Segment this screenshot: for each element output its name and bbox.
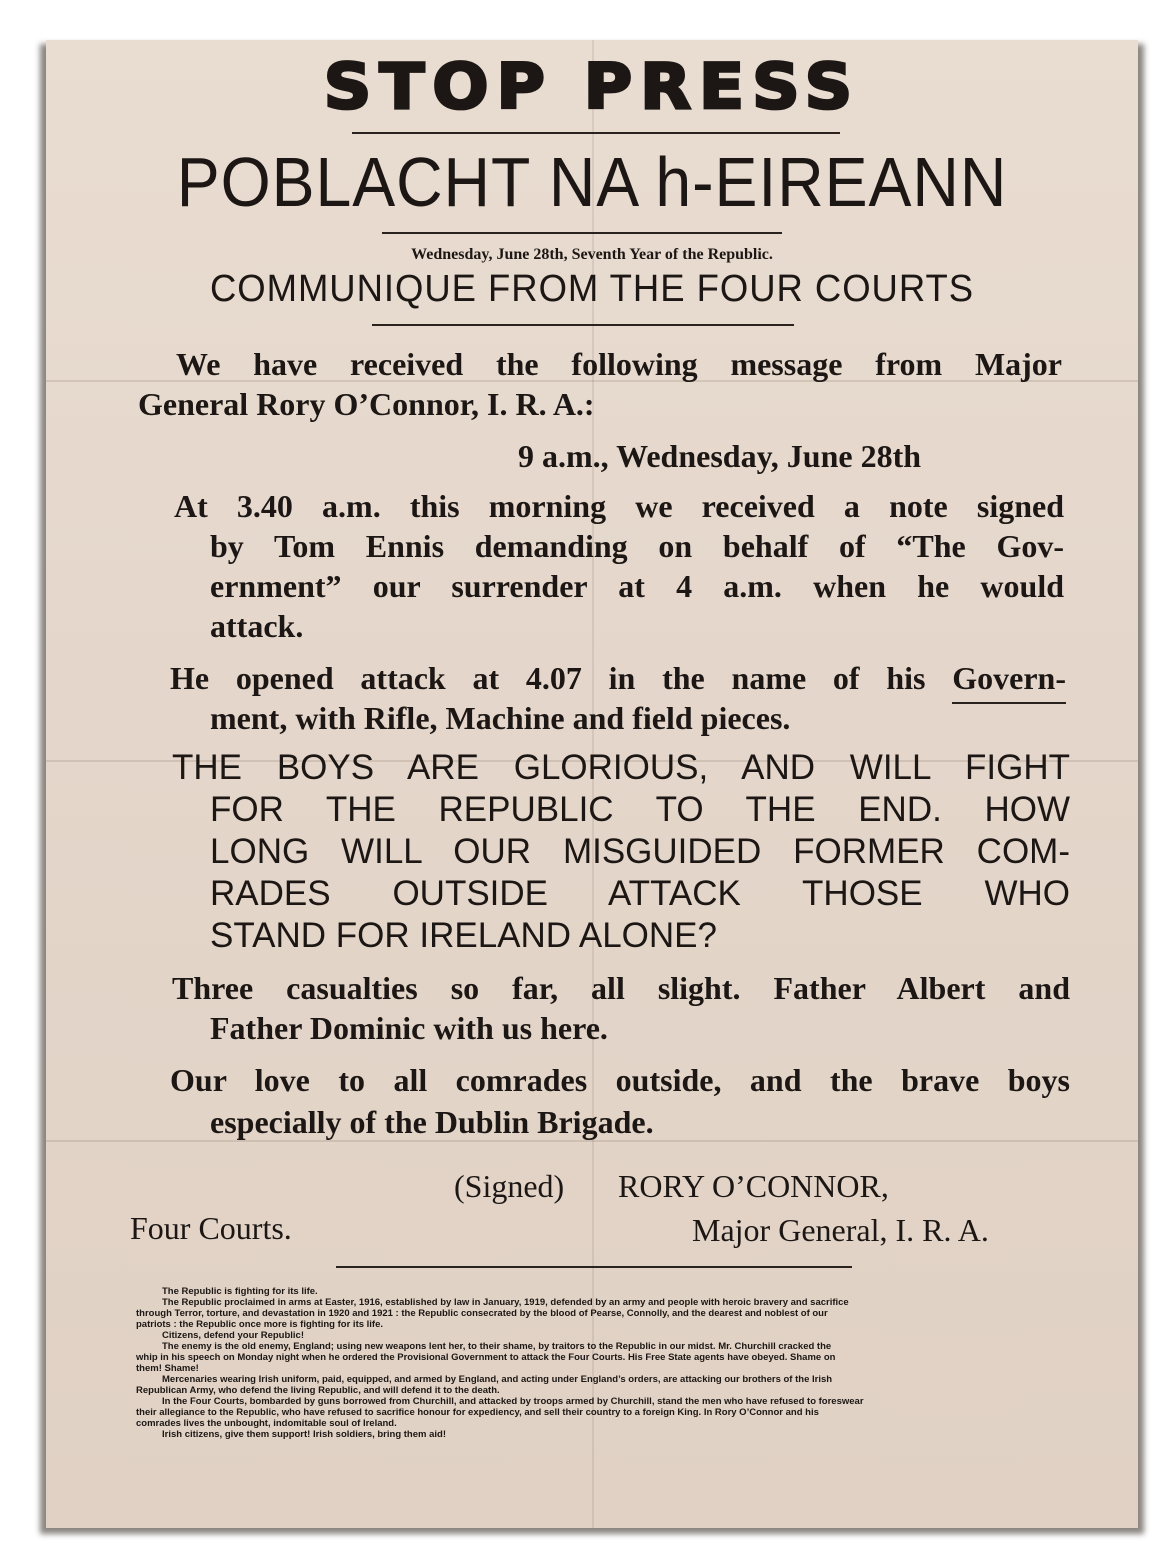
paragraph-line: especially of the Dublin Brigade. [210,1104,654,1140]
communique-heading: COMMUNIQUE FROM THE FOUR COURTS [209,268,975,310]
footer-line: whip in his speech on Monday night when he ordered the Provisional Government to attack the Four Courts. His Free State agents have obeyed. Shame on [136,1352,836,1363]
footer-line: The Republic proclaimed in arms at Easter, 1916, established by law in January, 1919, defended by an army and people with heroic bravery and sacrifice [162,1297,849,1308]
paragraph-line: ment, with Rifle, Machine and field pieces. [210,700,791,736]
signatory-name: RORY O’CONNOR, [618,1168,889,1204]
paragraph-line: ernment” our surrender at 4 a.m. when he would [210,568,1064,604]
footer-line: comrades lives the unbought, indomitable soul of Ireland. [136,1418,397,1429]
divider-rule [372,324,794,326]
paragraph-line: Three casualties so far, all slight. Father Albert and [172,970,1070,1006]
stop-press-headline: STOP PRESS [323,49,861,124]
caps-paragraph-line: RADES OUTSIDE ATTACK THOSE WHO [210,874,1070,913]
intro-line: General Rory O’Connor, I. R. A.: [138,386,595,422]
underline-mark [952,702,1066,704]
intro-line: We have received the following message from Major [176,346,1062,382]
paragraph-line: At 3.40 a.m. this morning we received a note signed [174,488,1064,524]
paragraph-line: Father Dominic with us here. [210,1010,608,1046]
footer-line: Republican Army, who defend the living Republic, and will defend it to the death. [136,1385,500,1396]
signatory-rank: Major General, I. R. A. [692,1212,989,1248]
dateline: Wednesday, June 28th, Seventh Year of the Republic. [411,246,773,263]
divider-rule [382,232,782,234]
paragraph-line: by Tom Ennis demanding on behalf of “The Gov- [210,528,1064,564]
divider-rule [336,1266,852,1268]
footer-line: them! Shame! [136,1363,199,1374]
paragraph-line: He opened attack at 4.07 in the name of his Govern- [170,660,1066,696]
footer-line: Irish citizens, give them support! Irish soldiers, bring them aid! [162,1429,446,1440]
paragraph-line: attack. [210,608,304,644]
caps-paragraph-line: THE BOYS ARE GLORIOUS, AND WILL FIGHT [172,748,1070,787]
footer-line: their allegiance to the Republic, who have refused to sacrifice honour for expediency, and sell their country to a foreign King. In Rory O’Connor and his [136,1407,819,1418]
footer-line: through Terror, torture, and devastation in 1920 and 1921 : the Republic consecrated by the blood of Pearse, Connolly, and the dearest and noblest of our [136,1308,828,1319]
footer-line: The Republic is fighting for its life. [162,1286,318,1297]
poster-title: POBLACHT NA h-EIREANN [176,143,1008,221]
caps-paragraph-line: STAND FOR IRELAND ALONE? [210,916,717,955]
footer-line: Mercenaries wearing Irish uniform, paid, equipped, and armed by England, and acting under England’s orders, are attacking our brothers of the Irish [162,1374,833,1385]
paragraph-line: Our love to all comrades outside, and the brave boys [170,1062,1070,1098]
message-time: 9 a.m., Wednesday, June 28th [518,438,922,474]
caps-paragraph-line: LONG WILL OUR MISGUIDED FORMER COM- [210,832,1070,871]
signature-location: Four Courts. [130,1210,292,1246]
footer-proclamation [136,1286,1070,1440]
footer-line: The enemy is the old enemy, England; using new weapons lent her, to their shame, by traitors to the Republic in our midst. Mr. Churchill cracked the [162,1341,832,1352]
footer-line: patriots : the Republic once more is fighting for its life. [136,1319,384,1330]
caps-paragraph-line: FOR THE REPUBLIC TO THE END. HOW [210,790,1070,829]
signed-label: (Signed) [454,1168,565,1204]
poster-sheet [46,40,1138,1528]
footer-line: In the Four Courts, bombarded by guns borrowed from Churchill, and attacked by troops armed by Churchill, stand the men who have refused to foreswear [162,1396,864,1407]
footer-line: Citizens, defend your Republic! [162,1330,304,1341]
divider-rule [352,132,840,134]
